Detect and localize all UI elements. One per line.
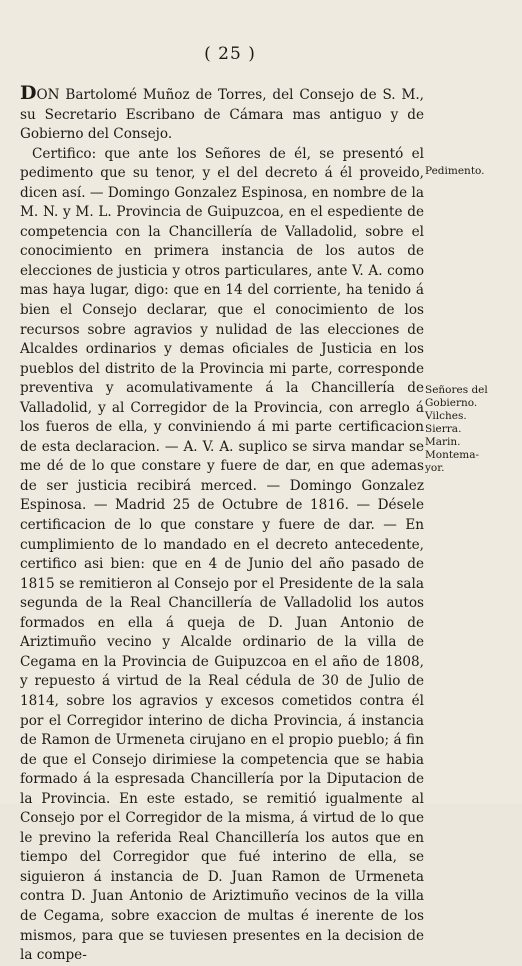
body-text (20, 84, 424, 966)
margin-note-line: Marin. (425, 436, 461, 448)
margin-note-line: yor. (425, 462, 445, 474)
margin-note-line: Montema- (425, 449, 480, 461)
margin-note-line: Gobierno. (425, 397, 478, 409)
page-number: ( 25 ) (204, 44, 256, 64)
margin-note-pedimento: Pedimento. (425, 165, 485, 177)
paragraph-main: Certifico: que ante los Señores de él, se presentó el pedimento que su tenor, y el del decreto á él proveido, dicen así. — Domingo Gonzalez Espinosa, en nombre de la M. N. y M. L. Provincia de Guipuzcoa, en el espediente de competencia con la Chancillería de Valladolid, sobre el conocimiento en primera instancia de los autos de elecciones de justicia y otros particulares, ante V. A. como mas haya lugar, digo: que en 14 del corriente, ha tenido á bien el Consejo declarar, que el conocimiento de los recursos sobre agravios y nulidad de las elecciones de Alcaldes ordinarios y demas oficiales de Justicia en los pueblos del distrito de la Provincia mi parte, corresponde preventiva y acomulativamente á la Chancillería de Valladolid, y al Corregidor de la Provincia, con arreglo á los fueros de ella, y conviniendo á mi parte certificacion de esta declaracion. — A. V. A. suplico se sirva mandar se me dé de lo que constare y fuere de dar, en que ademas de ser justicia recibirá merced. — Domingo Gonzalez Espinosa. — Madrid 25 de Octubre de 1816. — Désele certificacion de lo que constare y fuere de dar. — En cumplimiento de lo mandado en el decreto antecedente, certifico asi bien: que en 4 de Junio del año pasado de 1815 se remitieron al Consejo por el Presidente de la sala segunda de la Real Chancillería de Valladolid los autos formados en ella á queja de D. Juan Antonio de Ariztimuño vecino y Alcalde ordinario de la villa de Cegama en la Provincia de Guipuzcoa en el año de 1808, y repuesto á virtud de la Real cédula de 30 de Julio de 1814, sobre los agravios y excesos cometidos contra él por el Corregidor interino de dicha Provincia, á instancia de Ramon de Urmeneta cirujano en el propio pueblo; á fin de que el Consejo dirimiese la competencia que se habia formado á la espresada Chancillería por la Diputacion de la Provincia. En este estado, se remitió igualmente al Consejo por el Corregidor de la misma, á virtud de lo que le previno la referida Real Chancillería los autos que en tiempo del Corregidor que fué interino de ella, se siguieron á instancia de D. Juan Ramon de Urmeneta contra D. Juan Antonio de Ariztimuño vecinos de la villa de Cegama, sobre exaccion de multas é inerente de los mismos, para que se tuviesen presentes en la decision de la compe- (20, 145, 424, 964)
margin-note-line: Sierra. (425, 423, 462, 435)
margin-note-senores (425, 384, 517, 475)
paragraph-opening-text: ON Bartolomé Muñoz de Torres, del Consejo de S. M., su Secretario Escribano de Cámara mas antiguo y de Gobierno del Consejo. (20, 87, 424, 143)
drop-cap: D (20, 82, 37, 104)
margin-note-line: Señores del (425, 384, 488, 396)
paragraph-opening (20, 84, 424, 145)
margin-note-line: Vilches. (425, 410, 467, 422)
